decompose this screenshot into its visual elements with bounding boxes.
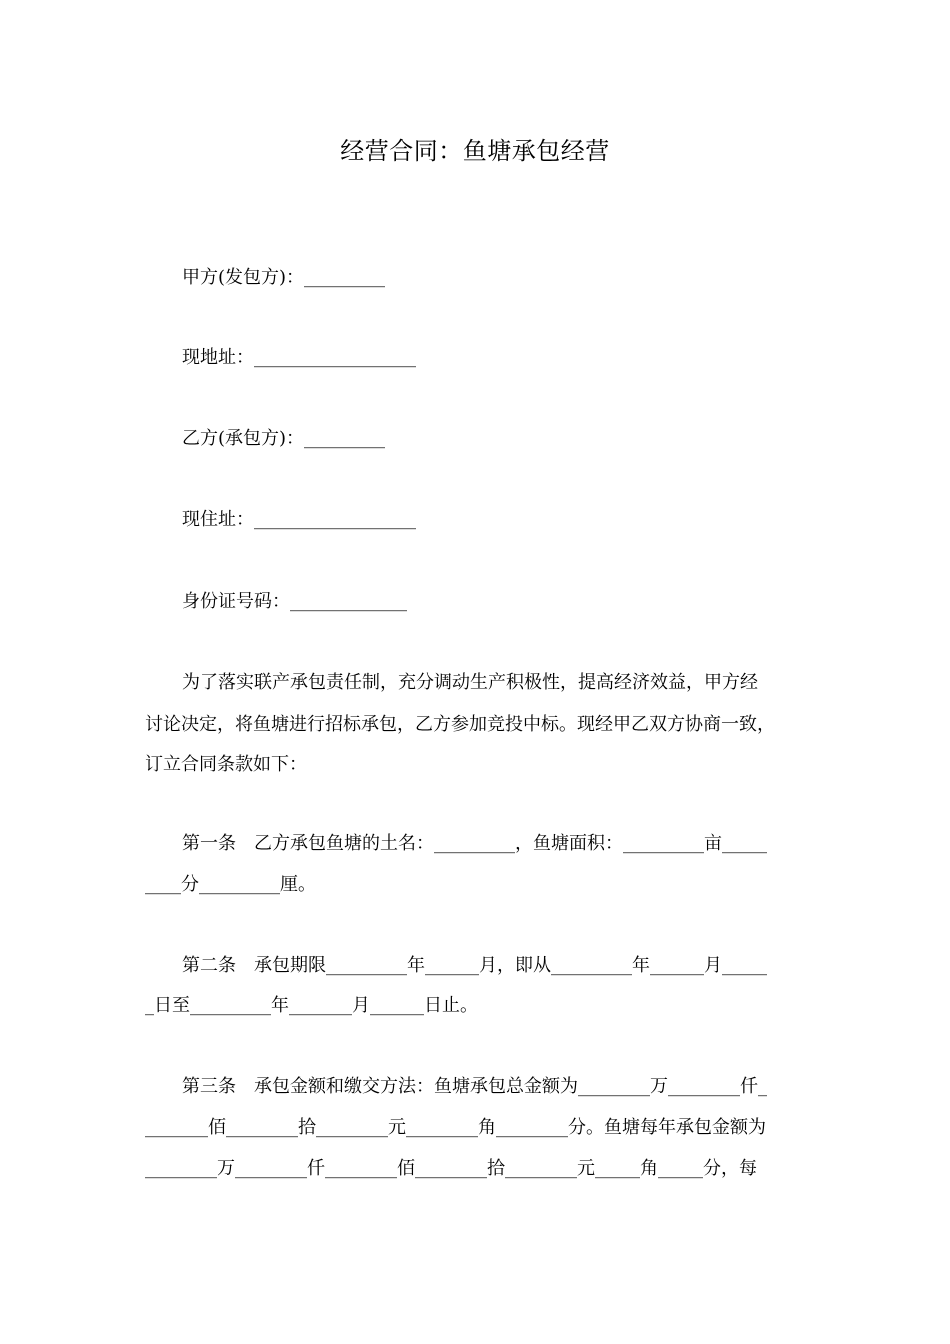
article2-line-2: _日至_________年_______月______日止。	[145, 995, 478, 1016]
article1-line-2: ____分_________厘。	[145, 874, 316, 895]
document-title: 经营合同：鱼塘承包经营	[340, 137, 610, 165]
party-b-line: 乙方(承包方)：_________	[182, 428, 386, 449]
article3-line-2: _______佰________拾________元________角________分。鱼塘每年承包金额为	[145, 1117, 766, 1138]
article1-line-1: 第一条 乙方承包鱼塘的土名：_________，鱼塘面积：_________亩_____	[182, 833, 767, 854]
party-a-line: 甲方(发包方)：_________	[182, 267, 386, 288]
preamble-line-3: 订立合同条款如下：	[145, 754, 307, 775]
party-b-address-line: 现住址：__________________	[182, 509, 416, 530]
article2-line-1: 第二条 承包期限_________年______月，即从_________年______月_____	[182, 955, 767, 976]
article3-line-1: 第三条 承包金额和缴交方法：鱼塘承包总金额为________万________仟_	[182, 1076, 767, 1097]
party-a-address-line: 现地址：__________________	[182, 347, 416, 368]
article3-line-3: ________万________仟________佰________拾________元_____角_____分，每	[145, 1158, 757, 1179]
preamble-line-1: 为了落实联产承包责任制，充分调动生产积极性，提高经济效益，甲方经	[182, 672, 758, 693]
id-number-line: 身份证号码：_____________	[182, 591, 407, 612]
preamble-line-2: 讨论决定，将鱼塘进行招标承包，乙方参加竞投中标。现经甲乙双方协商一致，	[145, 714, 775, 735]
